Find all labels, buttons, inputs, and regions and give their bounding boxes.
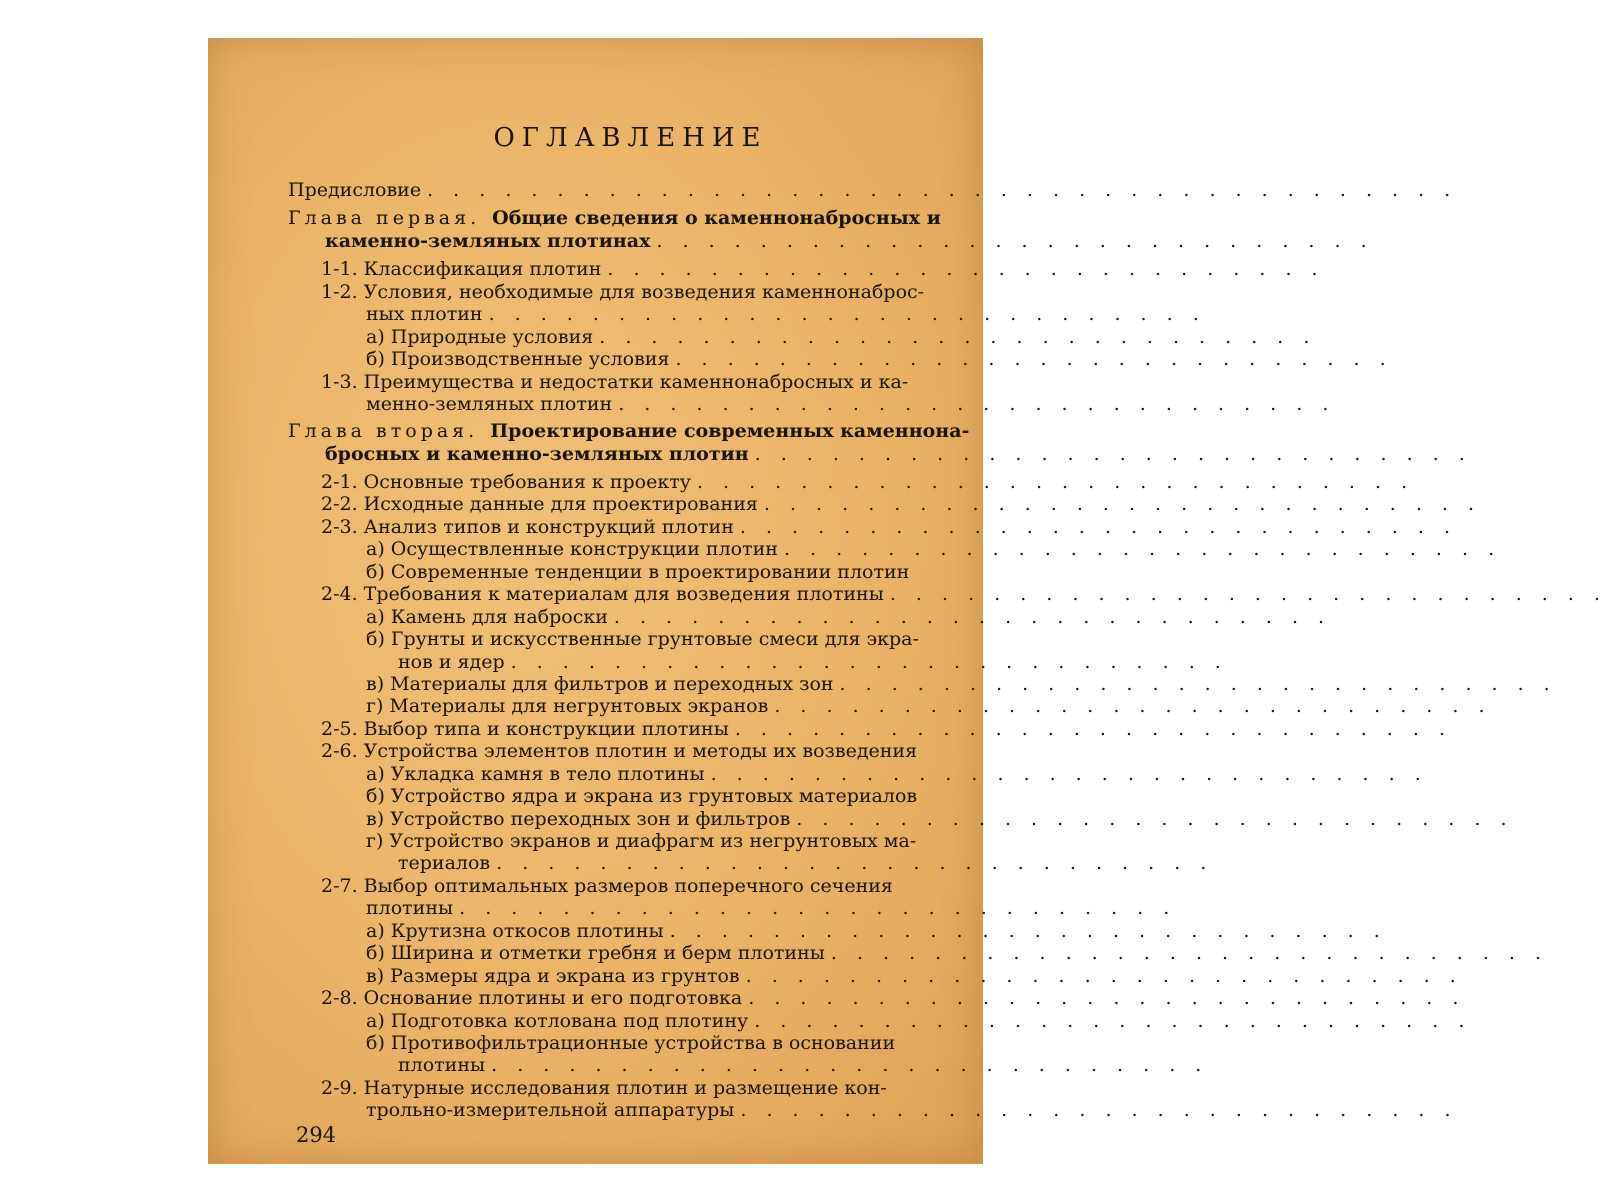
leader-dots: . . . . . . . . . . . . . . . . . . . . . . . . . . . . — [488, 303, 1206, 325]
toc-entry-label: а) Крутизна откосов плотины — [366, 920, 664, 942]
toc-entry-2-6-d — [366, 830, 958, 853]
toc-entry-2-7-c — [366, 965, 1463, 988]
leader-dots: . . . . . . . . . . . . . . . . . . . . . . . . . . . . — [774, 695, 1492, 717]
toc-entry-label: 1-3. Преимущества и недостатки каменнонабросных и ка- — [321, 371, 909, 393]
toc-entry-1-1 — [321, 258, 1325, 281]
toc-entry-label: Предисловие — [288, 179, 422, 201]
toc-entry-label: трольно-измерительной аппаратуры — [366, 1099, 735, 1121]
chapter-title-cont: бросных и каменно-земляных плотин — [325, 443, 749, 465]
toc-entry-2-8 — [321, 987, 1466, 1010]
toc-entry-1-2-a — [366, 326, 1317, 349]
toc-entry-label: 2-7. Выбор оптимальных размеров поперечного сечения — [321, 875, 893, 897]
toc-entry-label: а) Природные условия — [366, 326, 594, 348]
toc-entry-label: в) Размеры ядра и экрана из грунтов — [366, 965, 740, 987]
toc-entry-label: б) Грунты и искусственные грунтовые смеси для экра- — [366, 628, 919, 650]
leader-dots: . . . . . . . . . . . . . . . . . . . . . . . . . . . . — [830, 942, 1549, 964]
toc-entry-label: б) Современные тенденции в проектировании плотин — [366, 561, 910, 583]
leader-dots: . . . . . . . . . . . . . . . . . . . . . . . . . . . . — [599, 326, 1317, 348]
leader-dots: . . . . . . . . . . . . . . . . . . . . . . . . . . . . — [656, 230, 1374, 252]
leader-dots: . . . . . . . . . . . . . . . . . . . . . . . . . . . . — [510, 651, 1228, 673]
chapter-label: Глава первая. — [288, 207, 481, 229]
chapter-title: Общие сведения о каменнонабросных и — [492, 207, 941, 229]
toc-entry-label: 2-8. Основание плотины и его подготовка — [321, 987, 743, 1009]
leader-dots: . . . . . . . . . . . . . . . . . . . . . . . . . . . . — [754, 443, 1472, 465]
toc-entry-label: б) Устройство ядра и экрана из грунтовых материалов — [366, 785, 918, 807]
leader-dots: . . . . . . . . . . . . . . . . . . . . . . . . . . . . — [710, 763, 1428, 785]
leader-dots: . . . . . . . . . . . . . . . . . . . . . . . . . . . . — [675, 348, 1393, 370]
leader-dots: . . . . . . . . . . . . . . . . . . . . . . . . . . . . — [763, 493, 1482, 515]
toc-entry-label: менно-земляных плотин — [366, 393, 613, 415]
page-number: 294 — [296, 1123, 337, 1147]
book-page — [208, 38, 1607, 1164]
toc-entry-label: териалов — [398, 852, 491, 874]
toc-entry-2-3-b — [366, 561, 958, 584]
chapter-title-cont: каменно-земляных плотинах — [325, 230, 651, 252]
toc-entry-label: 2-5. Выбор типа и конструкции плотины — [321, 718, 729, 740]
toc-entry-2-8-b-cont — [398, 1054, 1209, 1077]
chapter-label: Глава вторая. — [288, 420, 479, 442]
toc-entry-2-7-b — [366, 942, 1549, 965]
toc-entry-label: 2-1. Основные требования к проекту — [321, 471, 691, 493]
leader-dots: . . . . . . . . . . . . . . . . . . . . . . . . . . . . — [796, 808, 1514, 830]
leader-dots: . . . . . . . . . . . . . . . . . . . . . . . . . . . . — [740, 1099, 1458, 1121]
page-title: ОГЛАВЛЕНИЕ — [493, 123, 768, 153]
toc-entry-label: 2-3. Анализ типов и конструкций плотин — [321, 516, 734, 538]
toc-entry-2-1 — [321, 471, 1415, 494]
toc-entry-label: б) Противофильтрационные устройства в основании — [366, 1032, 896, 1054]
toc-entry-label: нов и ядер — [398, 651, 505, 673]
leader-dots: . . . . . . . . . . . . . . . . . . . . . . . . . . . . — [696, 471, 1415, 493]
toc-entry-2-6 — [321, 740, 962, 763]
toc-entry-label: 2-9. Натурные исследования плотин и размещение кон- — [321, 1077, 887, 1099]
toc-entry-label: а) Подготовка котлована под плотину — [366, 1010, 749, 1032]
leader-dots: . . . . . . . . . . . . . . . . . . . . . . . . . . . . — [839, 673, 1557, 695]
toc-entry-2-3-a — [366, 538, 1502, 561]
toc-entry-2-7 — [321, 875, 962, 898]
toc-entry-2-2 — [321, 493, 1482, 516]
toc-entry-2-7-cont — [366, 897, 1177, 920]
toc-entry-2-4-c — [366, 673, 1557, 696]
toc-entry-2-4 — [321, 583, 1607, 606]
toc-entry-2-6-a — [366, 763, 1428, 786]
toc-entry-label: плотины — [366, 897, 454, 919]
leader-dots: . . . . . . . . . . . . . . . . . . . . . . . . . . . . — [745, 965, 1463, 987]
chapter-1-heading — [288, 207, 960, 230]
toc-entry-2-5 — [321, 718, 1453, 741]
toc-entry-label: а) Укладка камня в тело плотины — [366, 763, 705, 785]
leader-dots: . . . . . . . . . . . . . . . . . . . . . . . . . . . . — [783, 538, 1502, 560]
toc-entry-2-9 — [321, 1077, 962, 1100]
toc-entry-label: а) Камень для наброски — [366, 606, 608, 628]
toc-entry-2-4-a — [366, 606, 1332, 629]
toc-entry-label: 1-2. Условия, необходимые для возведения каменнонаброс- — [321, 281, 925, 303]
toc-entry-2-4-d — [366, 695, 1492, 718]
toc-entry-2-4-b-cont — [398, 651, 1228, 674]
leader-dots: . . . . . . . . . . . . . . . . . . . . . . . . . . . . — [748, 987, 1466, 1009]
leader-dots: . . . . . . . . . . . . . . . . . . . . . . . . . . . . — [491, 1054, 1209, 1076]
toc-entry-2-8-b — [366, 1032, 962, 1055]
leader-dots: . . . . . . . . . . . . . . . . . . . . . . . . . . . . — [754, 1010, 1472, 1032]
leader-dots: . . . . . . . . . . . . . . . . . . . . . . . . . . . . — [613, 606, 1332, 628]
toc-entry-1-2-cont — [366, 303, 1206, 326]
toc-entry-label: б) Производственные условия — [366, 348, 670, 370]
toc-entry-2-9-cont — [366, 1099, 1458, 1122]
leader-dots: . . . . . . . . . . . . . . . . . . . . . . . . . . . . — [459, 897, 1177, 919]
leader-dots: . . . . . . . . . . . . . . . . . . . . . . . . . . . . — [496, 852, 1214, 874]
toc-entry-label: 2-4. Требования к материалам для возведения плотины — [321, 583, 884, 605]
chapter-title: Проектирование современных каменнона- — [490, 420, 970, 442]
leader-dots: . . . . . . . . . . . . . . . . . . . . . . . . . . . . . . . . . . . . . . . . — [427, 179, 1458, 201]
toc-entry-preface — [288, 179, 1458, 202]
toc-entry-label: г) Устройство экранов и диафрагм из негрунтовых ма- — [366, 830, 917, 852]
toc-entry-2-6-d-cont — [398, 852, 1214, 875]
leader-dots: . . . . . . . . . . . . . . . . . . . . . . . . . . . . — [739, 516, 1458, 538]
leader-dots: . . . . . . . . . . . . . . . . . . . . . . . . . . . . — [607, 258, 1325, 280]
toc-entry-label: 2-6. Устройства элементов плотин и методы их возведения — [321, 740, 918, 762]
toc-entry-2-6-b — [366, 785, 962, 808]
chapter-2-heading-cont — [325, 443, 1472, 466]
toc-entry-1-3-cont — [366, 393, 1336, 416]
toc-entry-label: в) Устройство переходных зон и фильтров — [366, 808, 791, 830]
leader-dots: . . . . . . . . . . . . . . . . . . . . . . . . . . . . — [618, 393, 1336, 415]
toc-entry-label: в) Материалы для фильтров и переходных зон — [366, 673, 834, 695]
toc-entry-label: г) Материалы для негрунтовых экранов — [366, 695, 769, 717]
toc-entry-1-2-b — [366, 348, 1393, 371]
leader-dots: . . . . . . . . . . . . . . . . . . . . . . . . . . . . — [669, 920, 1387, 942]
toc-entry-label: 1-1. Классификация плотин — [321, 258, 602, 280]
toc-entry-2-8-a — [366, 1010, 1472, 1033]
toc-entry-2-7-a — [366, 920, 1387, 943]
chapter-1-heading-cont — [325, 230, 1374, 253]
toc-entry-1-2 — [321, 281, 958, 304]
toc-entry-label: б) Ширина и отметки гребня и берм плотины — [366, 942, 825, 964]
chapter-2-heading — [288, 420, 970, 443]
toc-entry-2-3 — [321, 516, 1458, 539]
toc-entry-2-4-b — [366, 628, 958, 651]
leader-dots: . . . . . . . . . . . . . . . . . . . . . . . . . . . . — [734, 718, 1453, 740]
toc-entry-2-6-c — [366, 808, 1514, 831]
toc-entry-label: ных плотин — [366, 303, 483, 325]
toc-entry-1-3 — [321, 371, 958, 394]
leader-dots: . . . . . . . . . . . . . . . . . . . . . . . . . . . . — [889, 583, 1607, 605]
toc-entry-label: а) Осуществленные конструкции плотин — [366, 538, 778, 560]
toc-entry-label: 2-2. Исходные данные для проектирования — [321, 493, 758, 515]
toc-entry-label: плотины — [398, 1054, 486, 1076]
